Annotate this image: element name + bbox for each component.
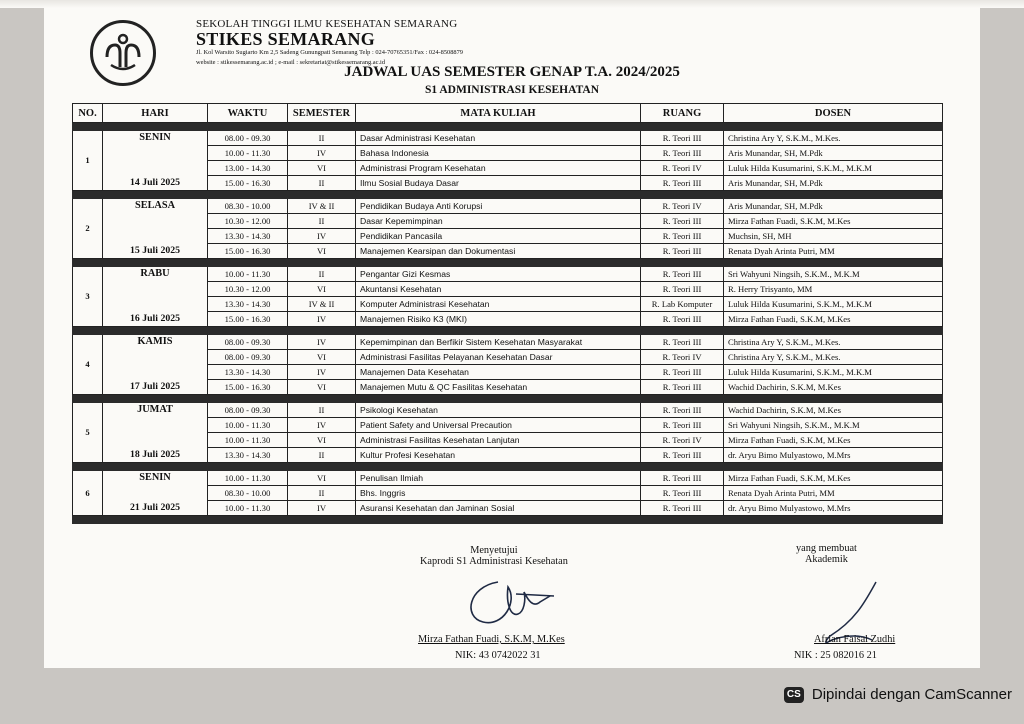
col-header-ruang: RUANG <box>641 104 724 123</box>
room-cell: R. Teori III <box>641 244 724 259</box>
time-cell: 10.30 - 12.00 <box>208 282 288 297</box>
institution-short-name: STIKES SEMARANG <box>196 29 376 49</box>
day-name: RABU <box>140 268 170 279</box>
room-cell: R. Teori III <box>641 312 724 327</box>
day-number: 2 <box>73 199 103 259</box>
semester-cell: VI <box>288 282 356 297</box>
institution-address: Jl. Kol Warsito Sugiarto Km 2,5 Sadeng Gunungpati Semarang Telp : 024-70765351/Fax : 024-8508879 <box>196 49 464 56</box>
approval-right-block <box>796 543 857 565</box>
room-cell: R. Teori III <box>641 471 724 486</box>
semester-cell: VI <box>288 161 356 176</box>
lecturer-cell: Wachid Dachirin, S.K.M, M.Kes <box>724 403 943 418</box>
time-cell: 10.00 - 11.30 <box>208 418 288 433</box>
semester-cell: II <box>288 131 356 146</box>
day-date: 17 Juli 2025 <box>129 381 181 392</box>
course-cell: Kepemimpinan dan Berfikir Sistem Kesehatan Masyarakat <box>356 335 641 350</box>
signatory-right-nik: NIK : 25 082016 21 <box>794 650 877 661</box>
separator-bar <box>73 259 943 267</box>
room-cell: R. Teori III <box>641 131 724 146</box>
semester-cell: IV <box>288 229 356 244</box>
lecturer-cell: Renata Dyah Arinta Putri, MM <box>724 244 943 259</box>
time-cell: 10.00 - 11.30 <box>208 146 288 161</box>
course-cell: Bahasa Indonesia <box>356 146 641 161</box>
time-cell: 10.00 - 11.30 <box>208 433 288 448</box>
room-cell: R. Teori IV <box>641 350 724 365</box>
lecturer-cell: Mirza Fathan Fuadi, S.K.M, M.Kes <box>724 471 943 486</box>
course-cell: Manajemen Kearsipan dan Dokumentasi <box>356 244 641 259</box>
room-cell: R. Lab Komputer <box>641 297 724 312</box>
semester-cell: IV <box>288 312 356 327</box>
semester-cell: II <box>288 448 356 463</box>
room-cell: R. Teori III <box>641 365 724 380</box>
lecturer-cell: Luluk Hilda Kusumarini, S.K.M., M.K.M <box>724 297 943 312</box>
institution-full-name: SEKOLAH TINGGI ILMU KESEHATAN SEMARANG <box>196 18 458 30</box>
time-cell: 08.00 - 09.30 <box>208 403 288 418</box>
day-name: KAMIS <box>137 336 173 347</box>
day-date: 18 Juli 2025 <box>129 449 181 460</box>
scan-edge <box>0 0 1024 8</box>
day-date: 14 Juli 2025 <box>129 177 181 188</box>
day-separator <box>73 395 943 403</box>
day-number: 6 <box>73 471 103 516</box>
table-row <box>73 131 943 146</box>
room-cell: R. Teori IV <box>641 199 724 214</box>
time-cell: 15.00 - 16.30 <box>208 380 288 395</box>
separator-bar <box>73 327 943 335</box>
table-body <box>73 123 943 524</box>
lecturer-cell: Aris Munandar, SH, M.Pdk <box>724 176 943 191</box>
course-cell: Administrasi Fasilitas Kesehatan Lanjutan <box>356 433 641 448</box>
lecturer-cell: Christina Ary Y, S.K.M., M.Kes. <box>724 350 943 365</box>
semester-cell: IV <box>288 146 356 161</box>
lecturer-cell: Sri Wahyuni Ningsih, S.K.M., M.K.M <box>724 418 943 433</box>
lecturer-cell: Christina Ary Y, S.K.M., M.Kes. <box>724 335 943 350</box>
time-cell: 10.30 - 12.00 <box>208 214 288 229</box>
time-cell: 15.00 - 16.30 <box>208 312 288 327</box>
semester-cell: VI <box>288 471 356 486</box>
course-cell: Akuntansi Kesehatan <box>356 282 641 297</box>
day-number: 4 <box>73 335 103 395</box>
lecturer-cell: Muchsin, SH, MH <box>724 229 943 244</box>
day-cell <box>103 335 208 395</box>
time-cell: 10.00 - 11.30 <box>208 267 288 282</box>
semester-cell: II <box>288 403 356 418</box>
room-cell: R. Teori III <box>641 214 724 229</box>
course-cell: Komputer Administrasi Kesehatan <box>356 297 641 312</box>
signature-left <box>458 572 558 630</box>
separator-bar <box>73 395 943 403</box>
lecturer-cell: Mirza Fathan Fuadi, S.K.M, M.Kes <box>724 312 943 327</box>
separator-bar <box>73 516 943 524</box>
room-cell: R. Teori III <box>641 282 724 297</box>
semester-cell: VI <box>288 350 356 365</box>
course-cell: Administrasi Fasilitas Pelayanan Kesehatan Dasar <box>356 350 641 365</box>
room-cell: R. Teori III <box>641 403 724 418</box>
approval-left-block <box>420 545 568 567</box>
semester-cell: IV <box>288 418 356 433</box>
lecturer-cell: dr. Aryu Bimo Mulyastowo, M.Mrs <box>724 448 943 463</box>
lecturer-cell: Sri Wahyuni Ningsih, S.K.M., M.K.M <box>724 267 943 282</box>
course-cell: Manajemen Mutu & QC Fasilitas Kesehatan <box>356 380 641 395</box>
day-name: SENIN <box>139 472 171 483</box>
lecturer-cell: Luluk Hilda Kusumarini, S.K.M., M.K.M <box>724 365 943 380</box>
institution-contact: website : stikessemarang.ac.id ; e-mail : sekretariat@stikessemarang.ac.id <box>196 59 386 66</box>
course-cell: Psikologi Kesehatan <box>356 403 641 418</box>
time-cell: 13.30 - 14.30 <box>208 229 288 244</box>
table-header-row <box>73 104 943 123</box>
col-header-no: NO. <box>73 104 103 123</box>
time-cell: 13.00 - 14.30 <box>208 161 288 176</box>
signatory-left-name: Mirza Fathan Fuadi, S.K.M, M.Kes <box>418 634 565 645</box>
table-row <box>73 267 943 282</box>
signatory-left-nik: NIK: 43 0742022 31 <box>455 650 541 661</box>
lecturer-cell: R. Herry Trisyanto, MM <box>724 282 943 297</box>
room-cell: R. Teori III <box>641 501 724 516</box>
semester-cell: II <box>288 267 356 282</box>
separator-bar <box>73 191 943 199</box>
day-date: 16 Juli 2025 <box>129 313 181 324</box>
time-cell: 13.30 - 14.30 <box>208 365 288 380</box>
lecturer-cell: Renata Dyah Arinta Putri, MM <box>724 486 943 501</box>
lecturer-cell: Aris Munandar, SH, M.Pdk <box>724 199 943 214</box>
time-cell: 08.00 - 09.30 <box>208 350 288 365</box>
course-cell: Penulisan Ilmiah <box>356 471 641 486</box>
time-cell: 10.00 - 11.30 <box>208 471 288 486</box>
course-cell: Patient Safety and Universal Precaution <box>356 418 641 433</box>
lecturer-cell: Aris Munandar, SH, M.Pdk <box>724 146 943 161</box>
day-cell <box>103 131 208 191</box>
lecturer-cell: Mirza Fathan Fuadi, S.K.M, M.Kes <box>724 214 943 229</box>
room-cell: R. Teori IV <box>641 433 724 448</box>
col-header-mata-kuliah: MATA KULIAH <box>356 104 641 123</box>
room-cell: R. Teori III <box>641 486 724 501</box>
time-cell: 08.00 - 09.30 <box>208 131 288 146</box>
day-name: SENIN <box>139 132 171 143</box>
table-end-bar <box>73 516 943 524</box>
approval-right-title: Akademik <box>805 554 848 565</box>
camscanner-logo-icon: CS <box>784 687 804 703</box>
time-cell: 15.00 - 16.30 <box>208 176 288 191</box>
course-cell: Ilmu Sosial Budaya Dasar <box>356 176 641 191</box>
room-cell: R. Teori III <box>641 146 724 161</box>
semester-cell: IV <box>288 501 356 516</box>
semester-cell: II <box>288 176 356 191</box>
room-cell: R. Teori III <box>641 229 724 244</box>
day-name: JUMAT <box>137 404 173 415</box>
day-name: SELASA <box>134 200 176 211</box>
room-cell: R. Teori III <box>641 418 724 433</box>
time-cell: 15.00 - 16.30 <box>208 244 288 259</box>
course-cell: Dasar Kepemimpinan <box>356 214 641 229</box>
semester-cell: II <box>288 486 356 501</box>
table-row <box>73 403 943 418</box>
lecturer-cell: Mirza Fathan Fuadi, S.K.M, M.Kes <box>724 433 943 448</box>
day-cell <box>103 267 208 327</box>
semester-cell: IV <box>288 335 356 350</box>
table-row <box>73 471 943 486</box>
course-cell: Pendidikan Pancasila <box>356 229 641 244</box>
day-cell <box>103 199 208 259</box>
col-header-hari: HARI <box>103 104 208 123</box>
day-number: 3 <box>73 267 103 327</box>
approval-left-label: Menyetujui <box>470 545 518 556</box>
lecturer-cell: Wachid Dachirin, S.K.M, M.Kes <box>724 380 943 395</box>
col-header-waktu: WAKTU <box>208 104 288 123</box>
room-cell: R. Teori III <box>641 380 724 395</box>
day-separator <box>73 327 943 335</box>
course-cell: Dasar Administrasi Kesehatan <box>356 131 641 146</box>
semester-cell: VI <box>288 380 356 395</box>
semester-cell: II <box>288 214 356 229</box>
semester-cell: IV <box>288 365 356 380</box>
time-cell: 08.00 - 09.30 <box>208 335 288 350</box>
course-cell: Manajemen Data Kesehatan <box>356 365 641 380</box>
approval-left-title: Kaprodi S1 Administrasi Kesehatan <box>420 556 568 567</box>
separator-bar <box>73 123 943 131</box>
day-separator <box>73 123 943 131</box>
camscanner-watermark <box>784 686 1012 703</box>
lecturer-cell: Christina Ary Y, S.K.M., M.Kes. <box>724 131 943 146</box>
time-cell: 08.30 - 10.00 <box>208 199 288 214</box>
room-cell: R. Teori III <box>641 267 724 282</box>
day-separator <box>73 259 943 267</box>
semester-cell: VI <box>288 433 356 448</box>
course-cell: Pendidikan Budaya Anti Korupsi <box>356 199 641 214</box>
col-header-semester: SEMESTER <box>288 104 356 123</box>
document-title: JADWAL UAS SEMESTER GENAP T.A. 2024/2025 <box>344 64 680 80</box>
exam-schedule-table <box>72 103 943 524</box>
day-cell <box>103 471 208 516</box>
day-separator <box>73 463 943 471</box>
lecturer-cell: dr. Aryu Bimo Mulyastowo, M.Mrs <box>724 501 943 516</box>
day-cell <box>103 403 208 463</box>
table-row <box>73 199 943 214</box>
day-number: 5 <box>73 403 103 463</box>
separator-bar <box>73 463 943 471</box>
semester-cell: IV & II <box>288 297 356 312</box>
course-cell: Kultur Profesi Kesehatan <box>356 448 641 463</box>
course-cell: Asuransi Kesehatan dan Jaminan Sosial <box>356 501 641 516</box>
time-cell: 13.30 - 14.30 <box>208 448 288 463</box>
room-cell: R. Teori IV <box>641 161 724 176</box>
day-date: 21 Juli 2025 <box>129 502 181 513</box>
course-cell: Administrasi Program Kesehatan <box>356 161 641 176</box>
day-date: 15 Juli 2025 <box>129 245 181 256</box>
course-cell: Pengantar Gizi Kesmas <box>356 267 641 282</box>
time-cell: 08.30 - 10.00 <box>208 486 288 501</box>
camscanner-text: Dipindai dengan CamScanner <box>811 686 1012 703</box>
room-cell: R. Teori III <box>641 448 724 463</box>
col-header-dosen: DOSEN <box>724 104 943 123</box>
document-subtitle: S1 ADMINISTRASI KESEHATAN <box>424 84 600 96</box>
day-number: 1 <box>73 131 103 191</box>
signatory-right-name: Afrian Faisal Zudhi <box>814 634 896 645</box>
course-cell: Manajemen Risiko K3 (MKI) <box>356 312 641 327</box>
time-cell: 13.30 - 14.30 <box>208 297 288 312</box>
table-row <box>73 335 943 350</box>
course-cell: Bhs. Inggris <box>356 486 641 501</box>
lecturer-cell: Luluk Hilda Kusumarini, S.K.M., M.K.M <box>724 161 943 176</box>
approval-right-label: yang membuat <box>796 543 857 554</box>
room-cell: R. Teori III <box>641 176 724 191</box>
day-separator <box>73 191 943 199</box>
semester-cell: VI <box>288 244 356 259</box>
semester-cell: IV & II <box>288 199 356 214</box>
room-cell: R. Teori III <box>641 335 724 350</box>
time-cell: 10.00 - 11.30 <box>208 501 288 516</box>
